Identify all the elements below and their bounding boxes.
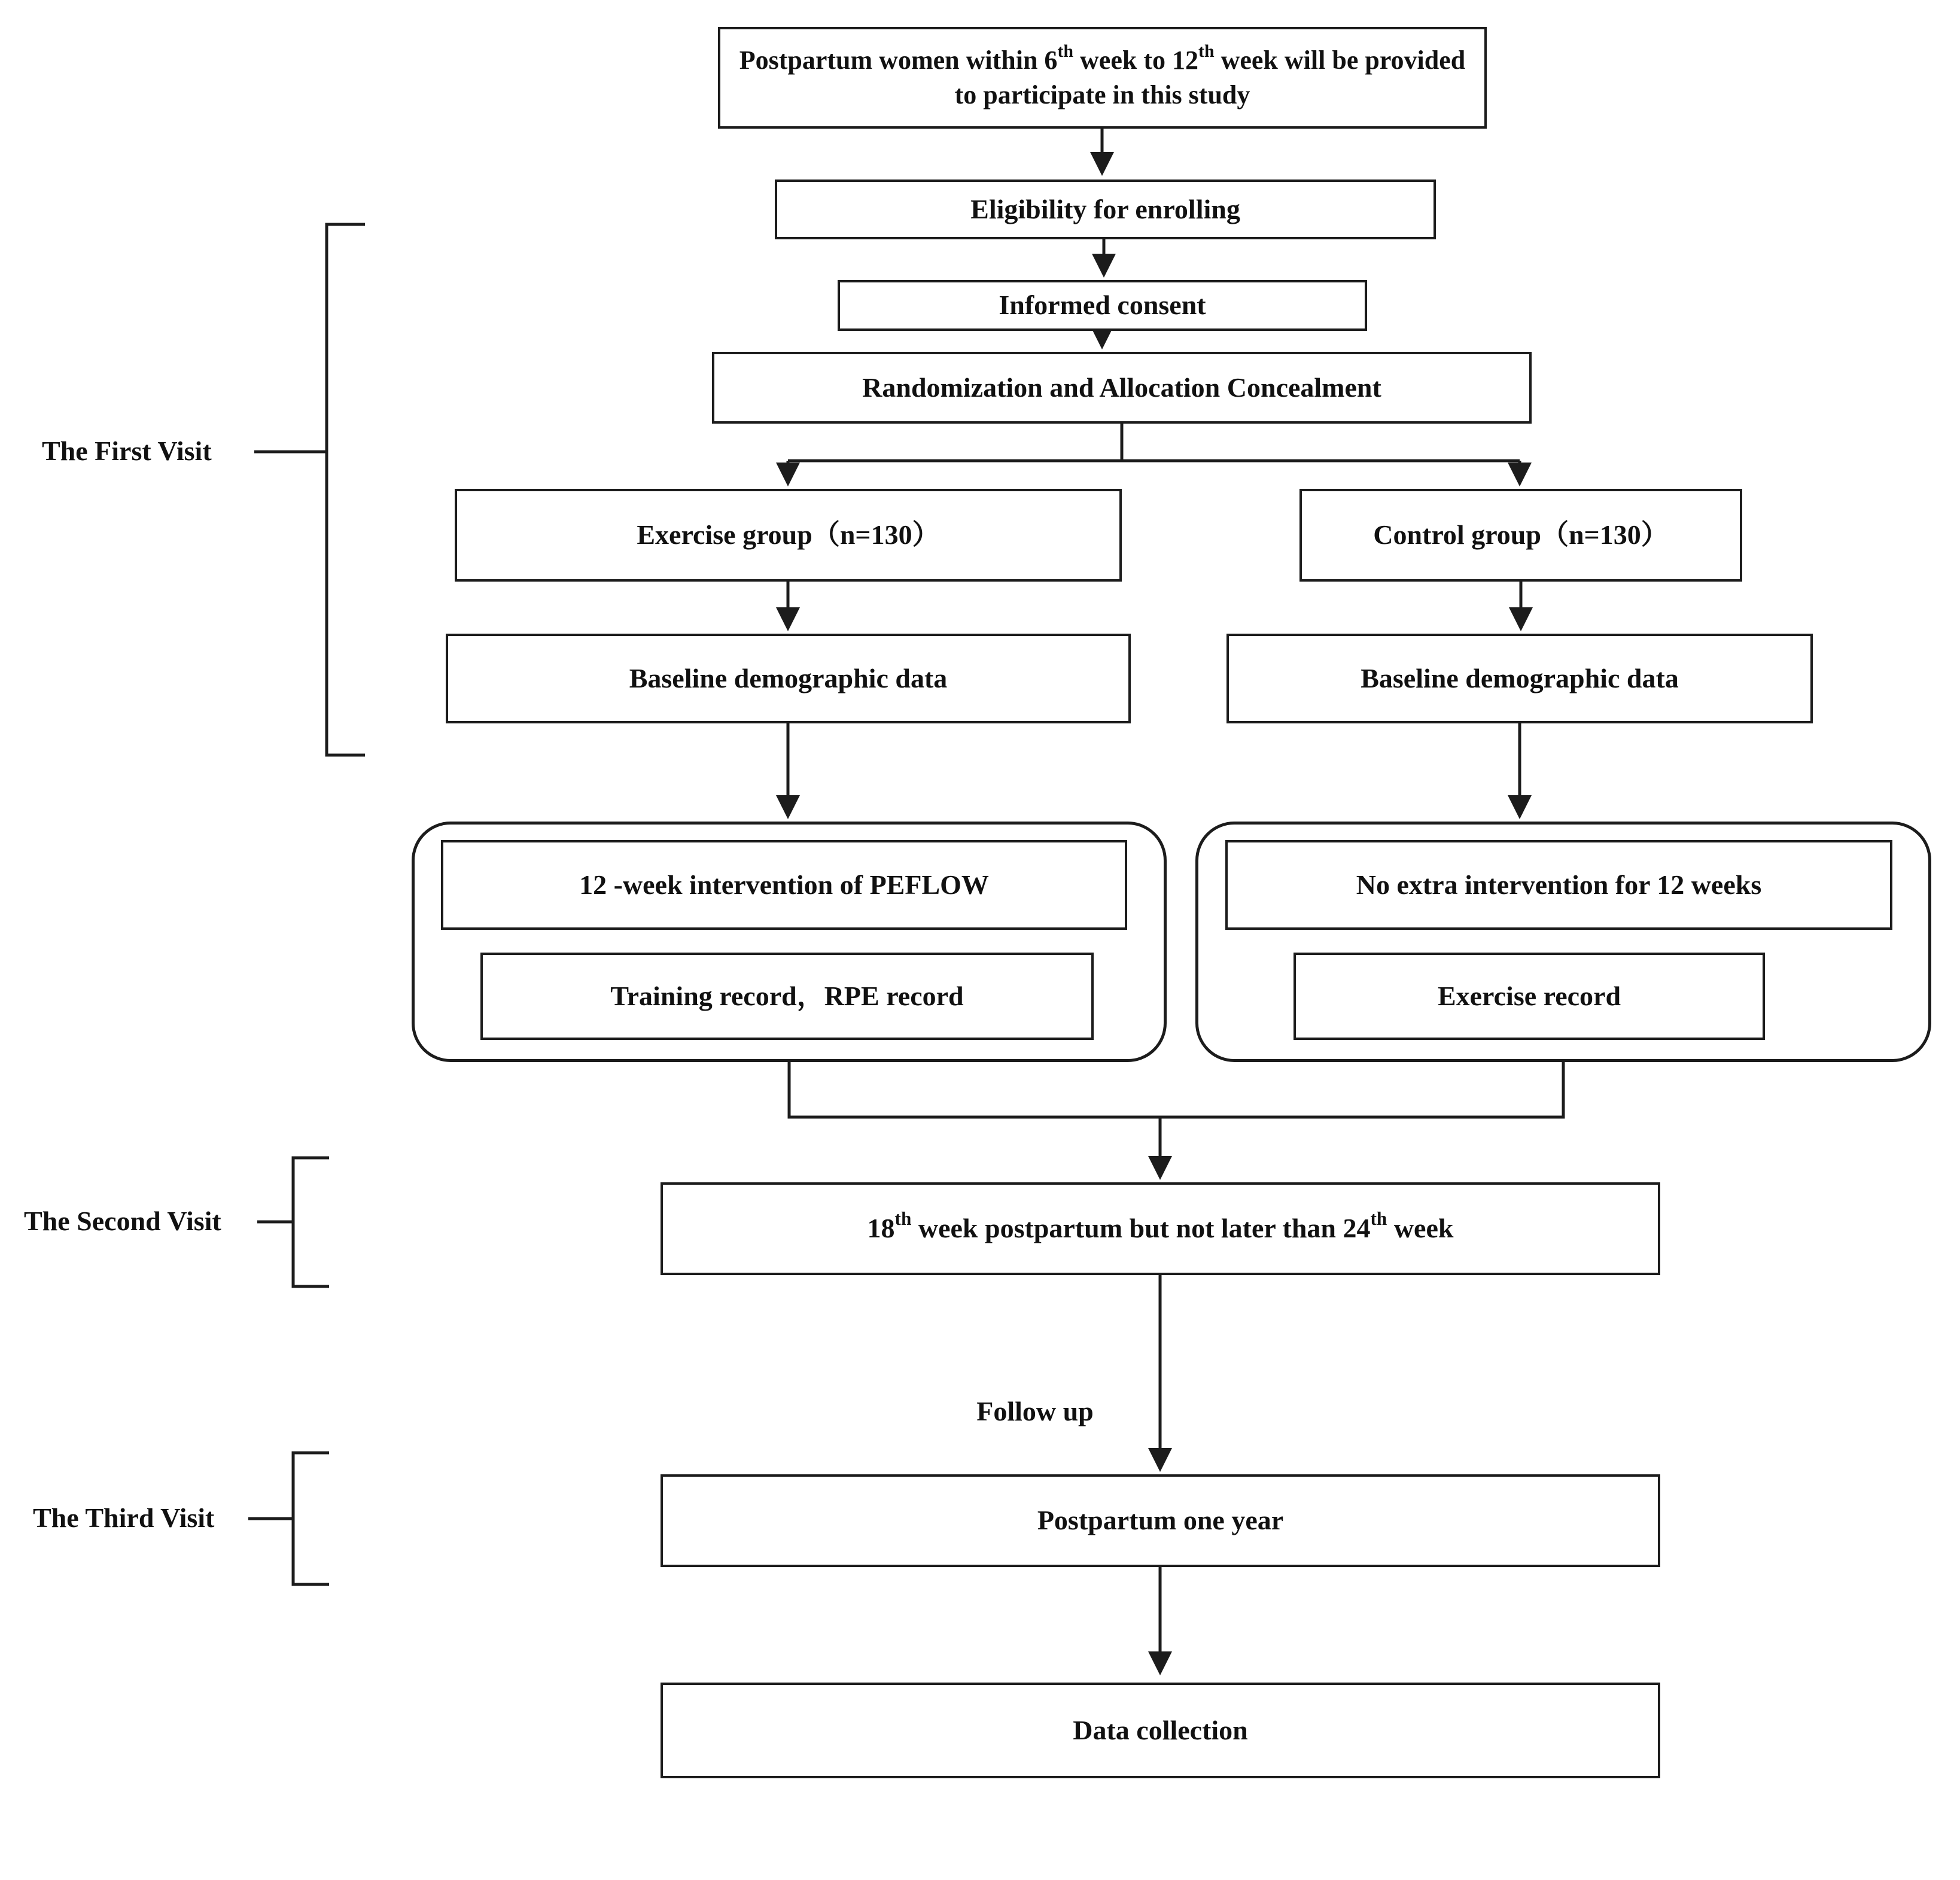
third-visit-label: The Third Visit [33,1502,215,1533]
no-extra-intervention-box: No extra intervention for 12 weeks [1225,840,1892,930]
recruitment-text-part: Postpartum women within 6 [739,45,1058,75]
split-connector [788,424,1520,461]
second-visit-superscript: th [894,1208,912,1230]
third-visit-box: Postpartum one year [661,1474,1660,1567]
training-record-box: Training record，RPE record [480,953,1094,1040]
merge-connector [789,1062,1563,1117]
data-collection-box: Data collection [661,1683,1660,1778]
first-visit-label: The First Visit [42,436,212,466]
randomization-box: Randomization and Allocation Concealment [712,352,1532,424]
baseline-demographic-left-box: Baseline demographic data [446,634,1131,723]
second-visit-text-part: week postpartum but not later than 24 [911,1213,1371,1244]
follow-up-label: Follow up [976,1396,1094,1426]
second-visit-text-part: 18 [867,1213,895,1244]
recruitment-text-part: week will be provided to participate in this study [954,45,1466,109]
baseline-demographic-right-box: Baseline demographic data [1226,634,1813,723]
second-visit-bracket [293,1158,329,1286]
second-visit-label: The Second Visit [24,1206,221,1236]
control-group-box: Control group（n=130） [1299,489,1742,582]
recruitment-text [735,43,1470,112]
recruitment-box [718,27,1487,129]
eligibility-box: Eligibility for enrolling [775,180,1436,239]
recruitment-text-part: week to 12 [1073,45,1198,75]
third-visit-bracket [293,1453,329,1584]
second-visit-text-part: week [1387,1213,1454,1244]
recruitment-superscript: th [1057,41,1074,61]
informed-consent-box: Informed consent [838,280,1367,331]
exercise-record-box: Exercise record [1294,953,1765,1040]
recruitment-superscript: th [1198,41,1215,61]
second-visit-text [868,1210,1454,1247]
peflow-intervention-box: 12 -week intervention of PEFLOW [441,840,1127,930]
exercise-group-box: Exercise group（n=130） [455,489,1122,582]
second-visit-box [661,1182,1660,1275]
first-visit-bracket [327,224,365,755]
second-visit-superscript: th [1370,1208,1387,1230]
